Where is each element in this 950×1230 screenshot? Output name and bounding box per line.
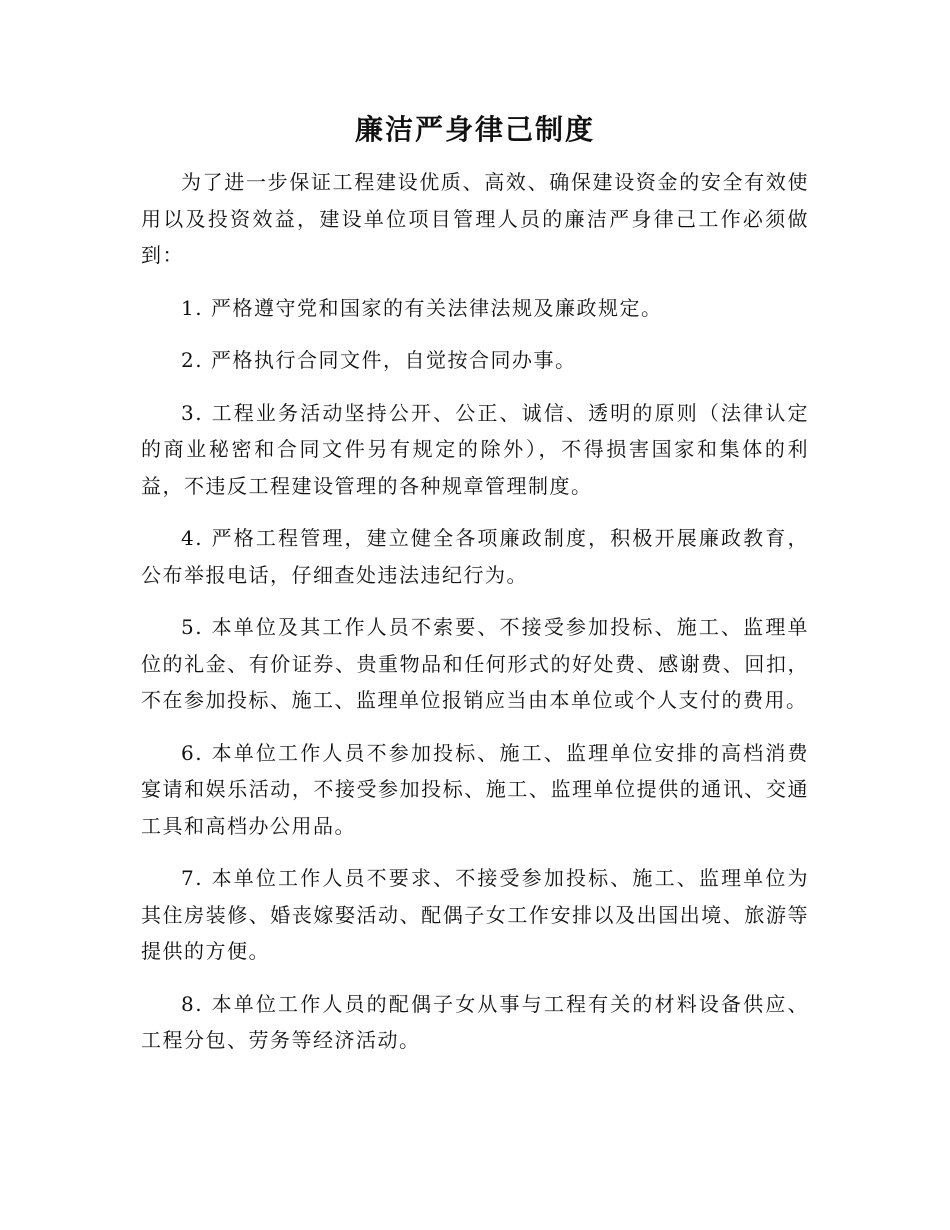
- clause-4-paragraph: 4. 严格工程管理，建立健全各项廉政制度，积极开展廉政教育，公布举报电话，仔细查处违法违纪行为。: [141, 526, 809, 587]
- clause-7-paragraph: 7. 本单位工作人员不要求、不接受参加投标、施工、监理单位为其住房装修、婚丧嫁娶活动、配偶子女工作安排以及出国出境、旅游等提供的方便。: [141, 866, 809, 963]
- document-title: 廉洁严身律己制度: [354, 113, 595, 146]
- document-body: [141, 164, 809, 1075]
- clause-8-paragraph: 8. 本单位工作人员的配偶子女从事与工程有关的材料设备供应、工程分包、劳务等经济活动。: [141, 991, 809, 1052]
- clause-2-paragraph: 2. 严格执行合同文件，自觉按合同办事。: [181, 348, 577, 372]
- intro-paragraph: 为了进一步保证工程建设优质、高效、确保建设资金的安全有效使用以及投资效益，建设单位项目管理人员的廉洁严身律己工作必须做到：: [141, 170, 809, 267]
- clause-6-paragraph: 6. 本单位工作人员不参加投标、施工、监理单位安排的高档消费宴请和娱乐活动，不接受参加投标、施工、监理单位提供的通讯、交通工具和高档办公用品。: [141, 740, 809, 838]
- clause-5-paragraph: 5. 本单位及其工作人员不索要、不接受参加投标、施工、监理单位的礼金、有价证券、贵重物品和任何形式的好处费、感谢费、回扣，不在参加投标、施工、监理单位报销应当由本单位或个人支付的费用。: [141, 615, 809, 712]
- clause-1-paragraph: 1. 严格遵守党和国家的有关法律法规及廉政规定。: [181, 295, 663, 320]
- clause-3-paragraph: 3. 工程业务活动坚持公开、公正、诚信、透明的原则（法律认定的商业秘密和合同文件另有规定的除外），不得损害国家和集体的利益，不违反工程建设管理的各种规章管理制度。: [141, 400, 809, 498]
